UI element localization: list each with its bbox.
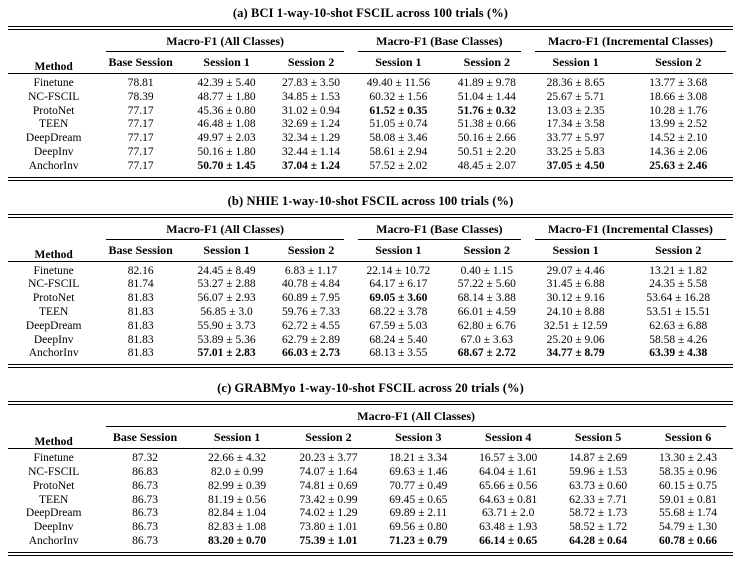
- table-row: [8, 74, 733, 91]
- value-cell: 77.17: [127, 104, 154, 117]
- value-cell: 60.15 ± 0.75: [658, 479, 718, 492]
- value-cell: 49.97 ± 2.03: [197, 132, 256, 145]
- value-cell: 51.76 ± 0.32: [457, 104, 516, 117]
- value-cell: 64.17 ± 6.17: [369, 278, 428, 291]
- table-row: [8, 278, 733, 292]
- value-cell: 20.23 ± 3.77: [299, 452, 358, 465]
- paper-results-tables: [8, 6, 733, 556]
- value-cell: 27.83 ± 3.50: [282, 77, 341, 89]
- table-c-caption: (c) GRABMyo 1-way-10-shot FSCIL across 20 trials (%): [217, 381, 524, 396]
- method-name: Finetune: [33, 264, 74, 277]
- method-name: ProtoNet: [32, 292, 75, 305]
- value-cell: 86.73: [132, 507, 158, 520]
- value-cell: 59.76 ± 7.33: [282, 305, 341, 318]
- method-name: AnchorInv: [28, 159, 79, 172]
- table-row: [8, 320, 733, 334]
- session-column-header: Session 5: [553, 427, 643, 449]
- value-cell: 62.33 ± 7.71: [569, 493, 628, 506]
- value-cell: 66.01 ± 4.59: [457, 305, 516, 318]
- value-cell: 60.89 ± 7.95: [282, 292, 341, 305]
- value-cell: 25.63 ± 2.46: [649, 159, 708, 172]
- table-a-caption: (a) BCI 1-way-10-shot FSCIL across 100 trials (%): [232, 6, 509, 20]
- value-cell: 77.17: [127, 132, 154, 145]
- value-cell: 24.35 ± 5.58: [649, 278, 708, 291]
- value-cell: 14.36 ± 2.06: [649, 145, 708, 158]
- table-row: [8, 494, 733, 508]
- value-cell: 67.59 ± 5.03: [369, 319, 428, 332]
- value-cell: 57.01 ± 2.83: [197, 347, 256, 360]
- value-cell: 57.52 ± 2.02: [369, 159, 428, 172]
- method-name: Finetune: [33, 452, 74, 465]
- value-cell: 50.16 ± 2.66: [457, 132, 516, 145]
- value-cell: 71.23 ± 0.79: [389, 534, 448, 547]
- table-row: [8, 535, 733, 554]
- value-cell: 32.34 ± 1.29: [282, 132, 341, 145]
- table-row: [8, 146, 733, 160]
- results-table-a: [8, 26, 733, 181]
- value-cell: 69.63 ± 1.46: [389, 465, 448, 478]
- method-name: DeepInv: [33, 145, 74, 158]
- value-cell: 82.99 ± 0.39: [208, 479, 267, 492]
- table-panel-b: [8, 194, 733, 369]
- method-column-header: Method: [8, 28, 99, 74]
- session-column-header: Session 1: [528, 240, 624, 262]
- value-cell: 64.04 ± 1.61: [479, 465, 538, 478]
- value-cell: 78.81: [127, 77, 154, 89]
- session-column-header: Session 3: [373, 427, 463, 449]
- value-cell: 32.69 ± 1.24: [282, 118, 341, 131]
- value-cell: 13.30 ± 2.43: [658, 452, 718, 465]
- value-cell: 22.14 ± 10.72: [366, 264, 431, 277]
- value-cell: 0.40 ± 1.15: [460, 264, 513, 277]
- method-name: DeepDream: [25, 132, 82, 145]
- value-cell: 73.80 ± 1.01: [299, 521, 358, 534]
- group-header-label: Macro-F1 (Base Classes): [358, 34, 521, 52]
- session-column-header: Session 1: [351, 240, 446, 262]
- value-cell: 59.01 ± 0.81: [658, 493, 718, 506]
- value-cell: 53.64 ± 16.28: [646, 292, 711, 305]
- value-cell: 62.79 ± 2.89: [282, 333, 341, 346]
- group-header: [351, 28, 528, 52]
- value-cell: 51.38 ± 0.66: [457, 118, 516, 131]
- value-cell: 33.25 ± 5.83: [546, 145, 605, 158]
- value-cell: 58.72 ± 1.73: [569, 507, 628, 520]
- value-cell: 73.42 ± 0.99: [299, 493, 358, 506]
- value-cell: 62.80 ± 6.76: [457, 319, 516, 332]
- value-cell: 68.14 ± 3.88: [457, 292, 516, 305]
- value-cell: 62.63 ± 6.88: [649, 319, 708, 332]
- session-column-header: Session 6: [643, 427, 733, 449]
- value-cell: 37.04 ± 1.24: [282, 159, 341, 172]
- value-cell: 66.14 ± 0.65: [479, 534, 538, 547]
- table-row: [8, 261, 733, 278]
- method-name: ProtoNet: [32, 104, 75, 117]
- value-cell: 34.85 ± 1.53: [282, 90, 341, 103]
- session-column-header: Session 2: [271, 52, 351, 74]
- method-name: TEEN: [38, 305, 69, 318]
- method-name: NC-FSCIL: [28, 90, 80, 103]
- value-cell: 13.03 ± 2.35: [546, 104, 605, 117]
- value-cell: 42.39 ± 5.40: [197, 77, 256, 89]
- value-cell: 14.87 ± 2.69: [569, 452, 628, 465]
- session-column-header: Session 1: [191, 427, 284, 449]
- table-row: [8, 334, 733, 348]
- method-name: AnchorInv: [28, 534, 79, 547]
- results-table-c: [8, 401, 733, 556]
- group-header-label: Macro-F1 (All Classes): [106, 222, 344, 240]
- value-cell: 30.12 ± 9.16: [546, 292, 605, 305]
- value-cell: 56.07 ± 2.93: [197, 292, 256, 305]
- group-header: [99, 403, 733, 427]
- value-cell: 32.51 ± 12.59: [543, 319, 608, 332]
- value-cell: 69.05 ± 3.60: [369, 292, 428, 305]
- value-cell: 81.83: [127, 319, 154, 332]
- value-cell: 40.78 ± 4.84: [282, 278, 341, 291]
- value-cell: 45.36 ± 0.80: [197, 104, 256, 117]
- value-cell: 14.52 ± 2.10: [649, 132, 708, 145]
- value-cell: 41.89 ± 9.78: [457, 77, 516, 89]
- table-row: [8, 480, 733, 494]
- value-cell: 53.89 ± 5.36: [197, 333, 256, 346]
- value-cell: 81.83: [127, 333, 154, 346]
- value-cell: 86.73: [132, 479, 158, 492]
- value-cell: 86.73: [132, 534, 158, 547]
- value-cell: 86.83: [132, 465, 158, 478]
- table-row: [8, 292, 733, 306]
- group-header: [528, 216, 733, 240]
- value-cell: 68.22 ± 3.78: [369, 305, 428, 318]
- value-cell: 6.83 ± 1.17: [284, 264, 338, 277]
- value-cell: 60.78 ± 0.66: [658, 534, 718, 547]
- method-column-header: Method: [8, 403, 99, 449]
- value-cell: 66.03 ± 2.73: [282, 347, 341, 360]
- method-name: DeepDream: [25, 507, 82, 520]
- value-cell: 58.61 ± 2.94: [369, 145, 428, 158]
- session-column-header: Session 2: [623, 52, 733, 74]
- value-cell: 48.77 ± 1.80: [197, 90, 256, 103]
- session-column-header: Session 1: [182, 52, 271, 74]
- group-header: [99, 28, 351, 52]
- value-cell: 74.07 ± 1.64: [299, 465, 358, 478]
- value-cell: 81.19 ± 0.56: [208, 493, 267, 506]
- value-cell: 46.48 ± 1.08: [197, 118, 256, 131]
- table-row: [8, 160, 733, 179]
- value-cell: 81.83: [127, 347, 154, 360]
- value-cell: 34.77 ± 8.79: [546, 347, 605, 360]
- value-cell: 13.99 ± 2.52: [649, 118, 708, 131]
- value-cell: 18.21 ± 3.34: [389, 452, 448, 465]
- method-name: DeepInv: [33, 521, 74, 534]
- method-name: DeepInv: [33, 333, 74, 346]
- table-b-caption: (b) NHIE 1-way-10-shot FSCIL across 100 trials (%): [227, 193, 514, 208]
- value-cell: 63.73 ± 0.60: [569, 479, 628, 492]
- group-header-label: Macro-F1 (All Classes): [106, 34, 344, 52]
- value-cell: 31.02 ± 0.94: [282, 104, 341, 117]
- value-cell: 78.39: [127, 90, 154, 103]
- method-name: TEEN: [38, 493, 69, 506]
- value-cell: 82.0 ± 0.99: [210, 465, 264, 478]
- value-cell: 86.73: [132, 493, 158, 506]
- value-cell: 10.28 ± 1.76: [649, 104, 708, 117]
- group-header-label: Macro-F1 (Base Classes): [358, 222, 521, 240]
- group-header-label: Macro-F1 (Incremental Classes): [535, 34, 726, 52]
- value-cell: 58.58 ± 4.26: [649, 333, 708, 346]
- table-row: [8, 466, 733, 480]
- value-cell: 82.84 ± 1.04: [208, 507, 267, 520]
- value-cell: 57.22 ± 5.60: [457, 278, 516, 291]
- method-name: TEEN: [38, 118, 69, 131]
- session-column-header: Session 1: [351, 52, 446, 74]
- value-cell: 86.73: [132, 521, 158, 534]
- value-cell: 68.13 ± 3.55: [369, 347, 428, 360]
- session-column-header: Session 2: [283, 427, 373, 449]
- table-panel-a: [8, 6, 733, 181]
- value-cell: 77.17: [127, 145, 154, 158]
- value-cell: 32.44 ± 1.14: [282, 145, 341, 158]
- value-cell: 22.66 ± 4.32: [208, 452, 267, 465]
- value-cell: 59.96 ± 1.53: [569, 465, 628, 478]
- value-cell: 13.21 ± 1.82: [649, 264, 708, 277]
- value-cell: 51.04 ± 1.44: [457, 90, 516, 103]
- value-cell: 55.68 ± 1.74: [658, 507, 718, 520]
- session-column-header: Session 1: [182, 240, 271, 262]
- value-cell: 74.02 ± 1.29: [299, 507, 358, 520]
- value-cell: 50.51 ± 2.20: [457, 145, 516, 158]
- group-header-label: Macro-F1 (All Classes): [106, 409, 726, 427]
- value-cell: 74.81 ± 0.69: [299, 479, 358, 492]
- value-cell: 81.83: [127, 292, 154, 305]
- value-cell: 64.63 ± 0.81: [479, 493, 538, 506]
- group-header: [351, 216, 528, 240]
- value-cell: 13.77 ± 3.68: [649, 77, 708, 89]
- method-name: NC-FSCIL: [28, 465, 80, 478]
- value-cell: 24.10 ± 8.88: [546, 305, 605, 318]
- session-column-header: Base Session: [99, 240, 182, 262]
- table-row: [8, 91, 733, 105]
- value-cell: 37.05 ± 4.50: [546, 159, 605, 172]
- value-cell: 25.67 ± 5.71: [546, 90, 605, 103]
- value-cell: 67.0 ± 3.63: [460, 333, 513, 346]
- value-cell: 49.40 ± 11.56: [366, 77, 431, 89]
- table-row: [8, 347, 733, 366]
- value-cell: 63.39 ± 4.38: [649, 347, 708, 360]
- value-cell: 82.16: [127, 264, 154, 277]
- method-name: ProtoNet: [32, 479, 75, 492]
- value-cell: 63.48 ± 1.93: [479, 521, 538, 534]
- session-column-header: Session 2: [446, 52, 528, 74]
- session-column-header: Base Session: [99, 52, 182, 74]
- value-cell: 69.89 ± 2.11: [389, 507, 448, 520]
- value-cell: 55.90 ± 3.73: [197, 319, 256, 332]
- value-cell: 28.36 ± 8.65: [546, 77, 605, 89]
- session-column-header: Session 2: [446, 240, 528, 262]
- value-cell: 24.45 ± 8.49: [197, 264, 256, 277]
- value-cell: 77.17: [127, 159, 154, 172]
- value-cell: 51.05 ± 0.74: [369, 118, 428, 131]
- session-column-header: Session 2: [271, 240, 351, 262]
- value-cell: 69.56 ± 0.80: [389, 521, 448, 534]
- value-cell: 83.20 ± 0.70: [208, 534, 267, 547]
- value-cell: 62.72 ± 4.55: [282, 319, 341, 332]
- value-cell: 33.77 ± 5.97: [546, 132, 605, 145]
- value-cell: 58.08 ± 3.46: [369, 132, 428, 145]
- method-column-header: Method: [8, 216, 99, 262]
- value-cell: 54.79 ± 1.30: [658, 521, 718, 534]
- table-panel-c: [8, 381, 733, 556]
- session-column-header: Session 2: [623, 240, 733, 262]
- value-cell: 53.51 ± 15.51: [646, 305, 711, 318]
- value-cell: 64.28 ± 0.64: [569, 534, 628, 547]
- method-name: Finetune: [33, 77, 74, 89]
- table-row: [8, 521, 733, 535]
- method-name: NC-FSCIL: [28, 278, 80, 291]
- value-cell: 68.24 ± 5.40: [369, 333, 428, 346]
- value-cell: 17.34 ± 3.58: [546, 118, 605, 131]
- value-cell: 31.45 ± 6.88: [546, 278, 605, 291]
- value-cell: 75.39 ± 1.01: [299, 534, 358, 547]
- group-header: [99, 216, 351, 240]
- table-row: [8, 507, 733, 521]
- value-cell: 58.52 ± 1.72: [569, 521, 628, 534]
- method-name: AnchorInv: [28, 347, 79, 360]
- value-cell: 48.45 ± 2.07: [457, 159, 516, 172]
- value-cell: 65.66 ± 0.56: [479, 479, 538, 492]
- session-column-header: Base Session: [99, 427, 190, 449]
- value-cell: 70.77 ± 0.49: [389, 479, 448, 492]
- session-column-header: Session 1: [528, 52, 624, 74]
- value-cell: 25.20 ± 9.06: [546, 333, 605, 346]
- table-row: [8, 118, 733, 132]
- value-cell: 69.45 ± 0.65: [389, 493, 448, 506]
- value-cell: 87.32: [132, 452, 158, 465]
- value-cell: 77.17: [127, 118, 154, 131]
- value-cell: 56.85 ± 3.0: [200, 305, 253, 318]
- session-column-header: Session 4: [463, 427, 553, 449]
- table-row: [8, 449, 733, 466]
- value-cell: 16.57 ± 3.00: [479, 452, 538, 465]
- value-cell: 29.07 ± 4.46: [546, 264, 605, 277]
- value-cell: 58.35 ± 0.96: [658, 465, 718, 478]
- table-row: [8, 105, 733, 119]
- value-cell: 68.67 ± 2.72: [457, 347, 516, 360]
- value-cell: 50.70 ± 1.45: [197, 159, 256, 172]
- results-table-b: [8, 214, 733, 369]
- method-name: DeepDream: [25, 319, 82, 332]
- value-cell: 18.66 ± 3.08: [649, 90, 708, 103]
- value-cell: 53.27 ± 2.88: [197, 278, 256, 291]
- value-cell: 60.32 ± 1.56: [369, 90, 428, 103]
- group-header: [528, 28, 733, 52]
- value-cell: 61.52 ± 0.35: [369, 104, 428, 117]
- group-header-label: Macro-F1 (Incremental Classes): [535, 222, 726, 240]
- value-cell: 81.83: [127, 305, 154, 318]
- table-row: [8, 306, 733, 320]
- value-cell: 50.16 ± 1.80: [197, 145, 256, 158]
- value-cell: 81.74: [127, 278, 154, 291]
- value-cell: 63.71 ± 2.0: [482, 507, 535, 520]
- value-cell: 82.83 ± 1.08: [208, 521, 267, 534]
- table-row: [8, 132, 733, 146]
